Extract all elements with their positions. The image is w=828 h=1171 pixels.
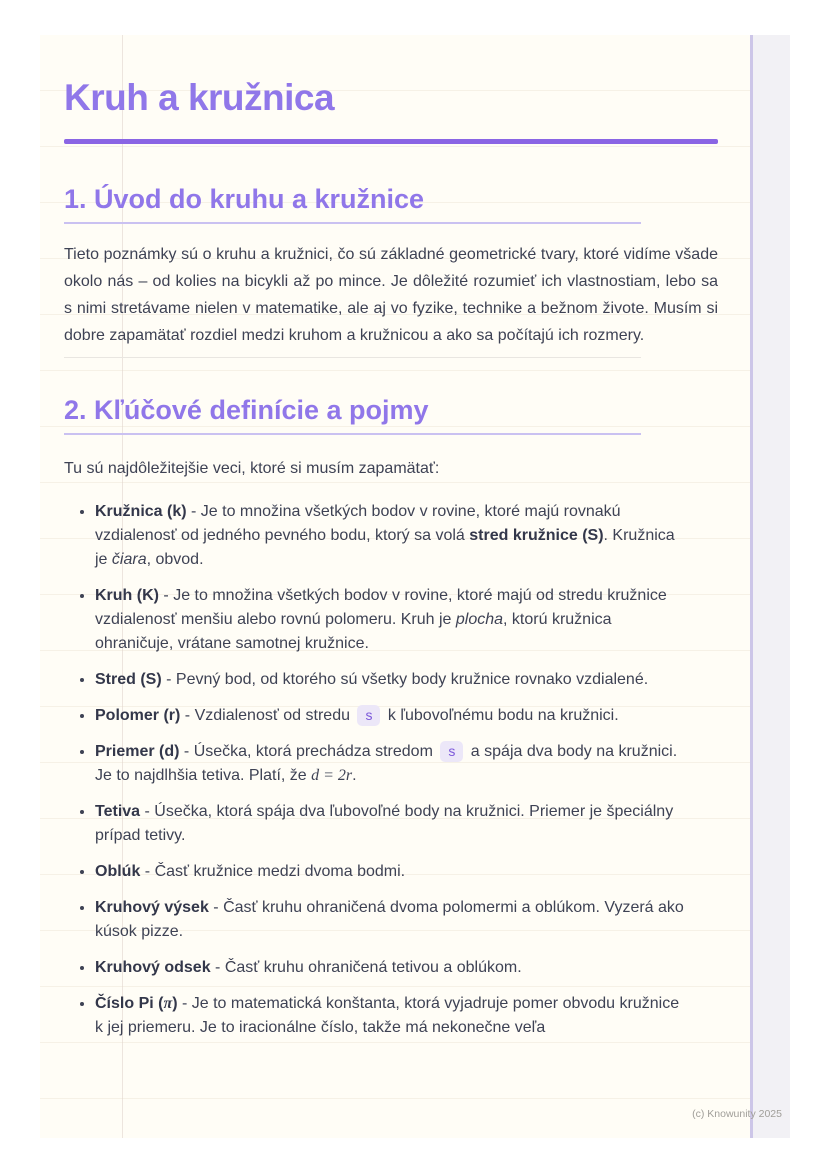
definition-text-segment: - Úsečka, ktorá spája dva ľubovoľné body na kružnici. Priemer je špeciálny prípad tetivy. [95, 803, 674, 844]
definition-item [95, 704, 718, 728]
definition-text-segment: . [352, 767, 357, 784]
definition-text-segment: . Kružnica je [95, 527, 675, 568]
definition-item [95, 668, 718, 692]
section-1-heading: 1. Úvod do kruhu a kružnice [64, 184, 641, 224]
definition-text-segment: Priemer (d) [95, 743, 180, 760]
definition-text-segment: , ktorú kružnica ohraničuje, vrátane samotnej kružnice. [95, 611, 612, 652]
definition-text-segment: , obvod. [146, 551, 204, 568]
page-edge-strip [750, 35, 790, 1138]
definition-item [95, 740, 718, 788]
definitions-list [64, 500, 718, 1040]
definition-text-segment: d = 2r [311, 767, 353, 784]
definition-item [95, 896, 718, 944]
definition-text-segment: Kružnica (k) [95, 503, 187, 520]
definition-text-segment: stred kružnice (S) [469, 527, 604, 544]
definition-text-segment: Tetiva [95, 803, 141, 820]
definition-text-segment: - Úsečka, ktorá prechádza stredom [179, 743, 438, 760]
page-title: Kruh a kružnica [64, 77, 335, 118]
section-2-intro: Tu sú najdôležitejšie veci, ktoré si musím zapamätať: [64, 460, 440, 477]
definition-text-segment: plocha [455, 611, 504, 628]
definition-text-segment: k ľubovoľnému bodu na kružnici. [383, 707, 619, 724]
section-divider [64, 357, 641, 358]
definition-item [95, 500, 718, 572]
center-point-chip: s [440, 741, 463, 762]
definition-item [95, 860, 718, 884]
definition-text-segment: π [163, 995, 173, 1012]
definition-text-segment: Stred (S) [95, 671, 162, 688]
definition-text-segment: - Je to množina všetkých bodov v rovine, ktoré majú rovnakú vzdialenosť od jedného pevného bodu, ktorý sa volá [95, 503, 621, 544]
definition-text-segment: - Pevný bod, od ktorého sú všetky body kružnice rovnako vzdialené. [161, 671, 649, 688]
definition-text-segment: - Časť kruhu ohraničená dvoma polomermi a oblúkom. Vyzerá ako kúsok pizze. [95, 899, 684, 940]
definition-item [95, 956, 718, 980]
definition-text-segment: Polomer (r) [95, 707, 181, 724]
definition-text-segment: a spája dva body na kružnici. Je to najdlhšia tetiva. Platí, že [95, 743, 678, 784]
page-content [64, 35, 718, 1040]
definition-text-segment: - Časť kruhu ohraničená tetivou a oblúkom. [210, 959, 522, 976]
definition-text-segment: ) [172, 995, 178, 1012]
section-2-heading: 2. Kľúčové definície a pojmy [64, 395, 641, 435]
definition-item [95, 992, 718, 1040]
definition-text-segment: Kruh (K) [95, 587, 159, 604]
definition-text-segment: čiara [111, 551, 147, 568]
definition-item [95, 800, 718, 848]
definition-text-segment: Kruhový výsek [95, 899, 209, 916]
definition-item [95, 584, 718, 656]
definition-text-segment: - Je to matematická konštanta, ktorá vyjadruje pomer obvodu kružnice k jej priemeru. Je to iracionálne číslo, takže má nekonečne veľa [95, 995, 680, 1036]
definition-text-segment: - Vzdialenosť od stredu [180, 707, 355, 724]
definition-text-segment: - Je to množina všetkých bodov v rovine, ktoré majú od stredu kružnice vzdialenosť menšiu alebo rovnú polomeru. Kruh je [95, 587, 667, 628]
copyright-footer: (c) Knowunity 2025 [692, 1108, 782, 1120]
center-point-chip: s [357, 705, 380, 726]
title-divider-rule [64, 139, 718, 144]
definition-text-segment: Číslo Pi ( [95, 995, 164, 1012]
definition-text-segment: - Časť kružnice medzi dvoma bodmi. [140, 863, 406, 880]
section-1-paragraph: Tieto poznámky sú o kruhu a kružnici, čo sú základné geometrické tvary, ktoré vidíme všade okolo nás – od kolies na bicykli až po mince. Je dôležité rozumieť ich vlastnostiam, lebo sa s nimi stretávame nielen v matematike, ale aj vo fyzike, technike a bežnom živote. Musím si dobre zapamätať rozdiel medzi kruhom a kružnicou a ako sa počítajú ich rozmery. [64, 246, 718, 344]
definition-text-segment: Kruhový odsek [95, 959, 211, 976]
definition-text-segment: Oblúk [95, 863, 141, 880]
notes-page [40, 35, 790, 1138]
